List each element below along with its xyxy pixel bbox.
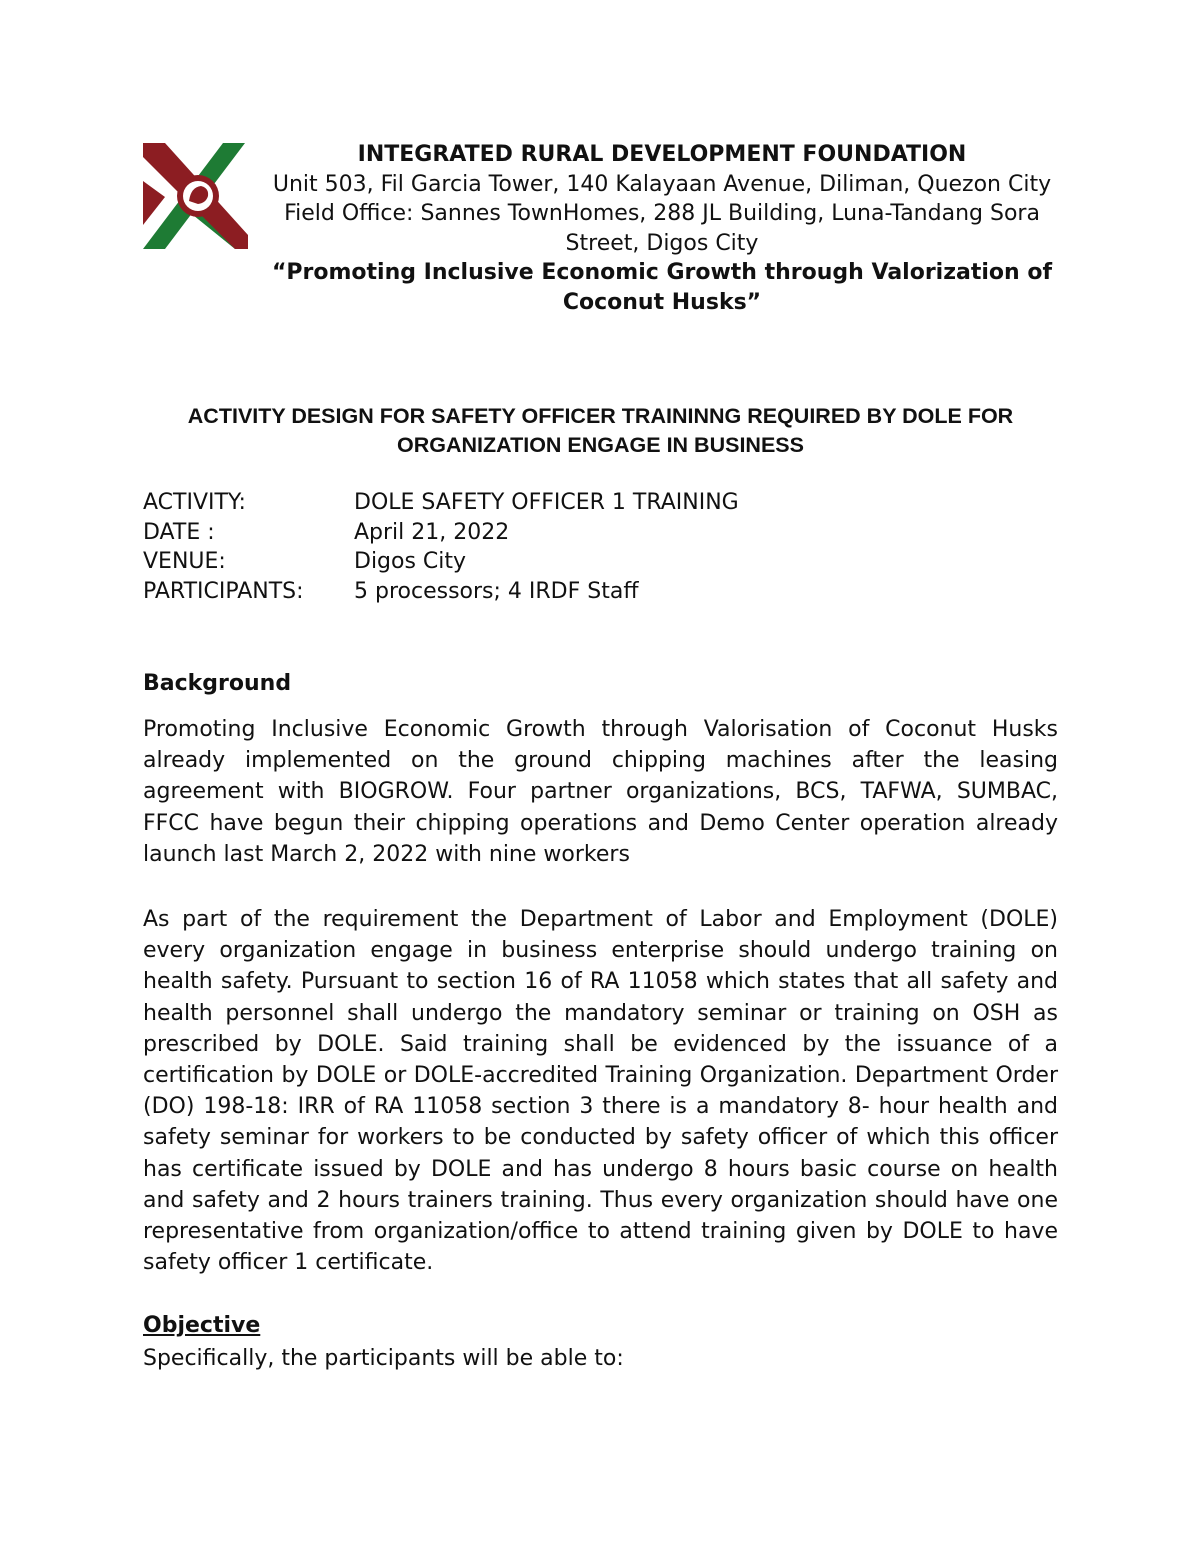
objective-intro: Specifically, the participants will be able to:	[143, 1346, 624, 1371]
document-title: ACTIVITY DESIGN FOR SAFETY OFFICER TRAININNG REQUIRED BY DOLE FOR ORGANIZATION ENGAGE IN BUSINESS	[187, 404, 1014, 457]
detail-label: DATE :	[143, 519, 215, 545]
irdf-logo	[143, 143, 248, 249]
project-tagline: “Promoting Inclusive Economic Growth through Valorization of Coconut Husks”	[271, 260, 1053, 315]
background-paragraph-1: Promoting Inclusive Economic Growth through Valorisation of Coconut Husks already implemented on the ground chipping machines after the leasing agreement with BIOGROW. Four partner organizations, BCS, TAFWA, SUMBAC, FFCC have begun their chipping operations and Demo Center operation already launch last March 2, 2022 with nine workers	[143, 717, 1058, 867]
org-name: INTEGRATED RURAL DEVELOPMENT FOUNDATION	[357, 142, 967, 167]
detail-row-date	[143, 518, 739, 548]
org-address: Unit 503, Fil Garcia Tower, 140 Kalayaan Avenue, Diliman, Quezon City	[272, 171, 1052, 197]
activity-details	[143, 488, 739, 606]
field-office-address: Field Office: Sannes TownHomes, 288 JL Building, Luna-Tandang Sora Street, Digos City	[284, 201, 1040, 256]
background-paragraph-2: As part of the requirement the Department of Labor and Employment (DOLE) every organization engage in business enterprise should undergo training on health safety. Pursuant to section 16 of RA 11058 which states that all safety and health personnel shall undergo the mandatory seminar or training on OSH as prescribed by DOLE. Said training shall be evidenced by the issuance of a certification by DOLE or DOLE-accredited Training Organization. Department Order (DO) 198-18: IRR of RA 11058 section 3 there is a mandatory 8- hour health and safety seminar for workers to be conducted by safety officer of which this officer has certificate issued by DOLE and has undergo 8 hours basic course on health and safety and 2 hours trainers training. Thus every organization should have one representative from organization/office to attend training given by DOLE to have safety officer 1 certificate.	[143, 907, 1058, 1276]
letterhead	[262, 140, 1062, 317]
detail-value: Digos City	[354, 549, 467, 574]
logo-maroon-arm	[143, 181, 165, 225]
detail-value: 5 processors; 4 IRDF Staff	[354, 578, 639, 604]
background-heading: Background	[143, 671, 292, 696]
detail-label: ACTIVITY:	[143, 490, 246, 515]
detail-label: PARTICIPANTS:	[143, 578, 304, 604]
detail-value: DOLE SAFETY OFFICER 1 TRAINING	[354, 490, 739, 515]
detail-label: VENUE:	[143, 549, 226, 574]
detail-row-activity	[143, 488, 739, 518]
detail-row-venue	[143, 547, 739, 577]
detail-value: April 21, 2022	[354, 519, 510, 545]
objective-heading: Objective	[143, 1313, 261, 1338]
detail-row-participants	[143, 577, 739, 607]
